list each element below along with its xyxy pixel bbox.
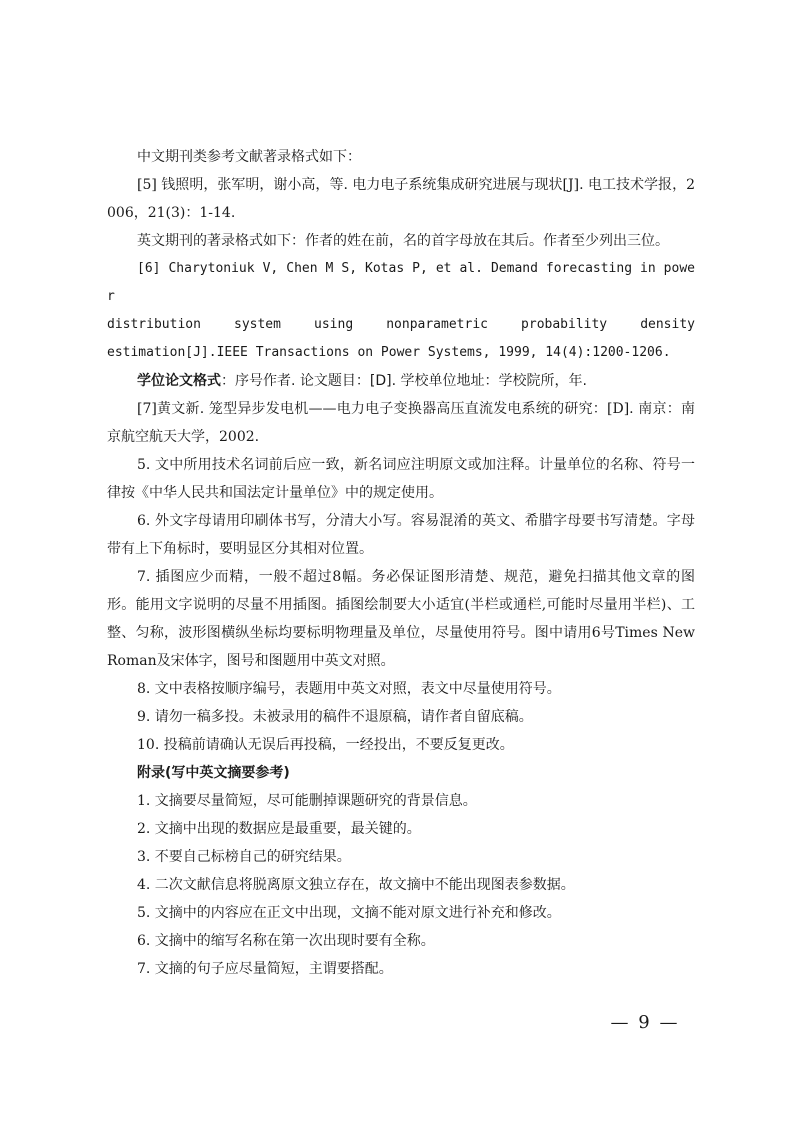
item-6: 6. 外文字母请用印刷体书写，分清大小写。容易混淆的英文、希腊字母要书写清楚。字母带有上下角标时，要明显区分其相对位置。: [107, 513, 695, 557]
appendix-item-2: 2. 文摘中出现的数据应是最重要，最关键的。: [137, 821, 421, 837]
item-5: 5. 文中所用技术名词前后应一致，新名词应注明原文或加注释。计量单位的名称、符号一律按《中华人民共和国法定计量单位》中的规定使用。: [107, 457, 695, 501]
item-9: 9. 请勿一稿多投。未被录用的稿件不退原稿，请作者自留底稿。: [137, 709, 533, 725]
reference-7: [7]黄文新. 笼型异步发电机——电力电子变换器高压直流发电系统的研究：[D]. 南京：南京航空航天大学，2002.: [107, 401, 695, 445]
body-text: [107, 143, 695, 983]
page-number: — 9 —: [610, 1012, 680, 1033]
paragraph-en-journal-format: 英文期刊的著录格式如下：作者的姓在前，名的首字母放在其后。作者至少列出三位。: [137, 233, 669, 249]
item-10: 10. 投稿前请确认无误后再投稿，一经投出，不要反复更改。: [137, 737, 514, 753]
appendix-item-4: 4. 二次文献信息将脱离原文独立存在，故文摘中不能出现图表参数据。: [137, 877, 575, 893]
reference-6-line-2: distribution system using nonparametric probability density: [107, 317, 695, 332]
thesis-format: [107, 367, 695, 395]
appendix-heading: 附录(写中英文摘要参考): [137, 765, 290, 781]
item-8: 8. 文中表格按顺序编号，表题用中英文对照，表文中尽量使用符号。: [137, 681, 561, 697]
appendix-item-5: 5. 文摘中的内容应在正文中出现，文摘不能对原文进行补充和修改。: [137, 905, 561, 921]
appendix-item-3: 3. 不要自己标榜自己的研究结果。: [137, 849, 351, 865]
reference-6-line-3: estimation[J].IEEE Transactions on Power Systems, 1999, 14(4):1200-1206.: [107, 345, 671, 360]
reference-6-line-1: [6] Charytoniuk V, Chen M S, Kotas P, et al. Demand forecasting in power: [107, 261, 695, 304]
thesis-format-text: ：序号作者. 论文题目：[D]. 学校单位地址：学校院所，年.: [221, 373, 587, 389]
reference-5: [5] 钱照明，张军明，谢小高，等. 电力电子系统集成研究进展与现状[J]. 电工技术学报，2006，21(3)：1-14.: [107, 177, 695, 221]
appendix-item-6: 6. 文摘中的缩写名称在第一次出现时要有全称。: [137, 933, 435, 949]
item-7: 7. 插图应少而精，一般不超过8幅。务必保证图形清楚、规范，避免扫描其他文章的图形。能用文字说明的尽量不用插图。插图绘制要大小适宜(半栏或通栏,可能时尽量用半栏)、工整、匀称，波形图横纵坐标均要标明物理量及单位，尽量使用符号。图中请用6号Times New Roman及宋体字，图号和图题用中英文对照。: [107, 569, 695, 669]
paragraph-cn-journal-format: 中文期刊类参考文献著录格式如下：: [137, 149, 361, 165]
appendix-item-1: 1. 文摘要尽量简短，尽可能删掉课题研究的背景信息。: [137, 793, 477, 809]
thesis-format-label: 学位论文格式: [137, 373, 221, 389]
appendix-item-7: 7. 文摘的句子应尽量简短，主谓要搭配。: [137, 961, 393, 977]
